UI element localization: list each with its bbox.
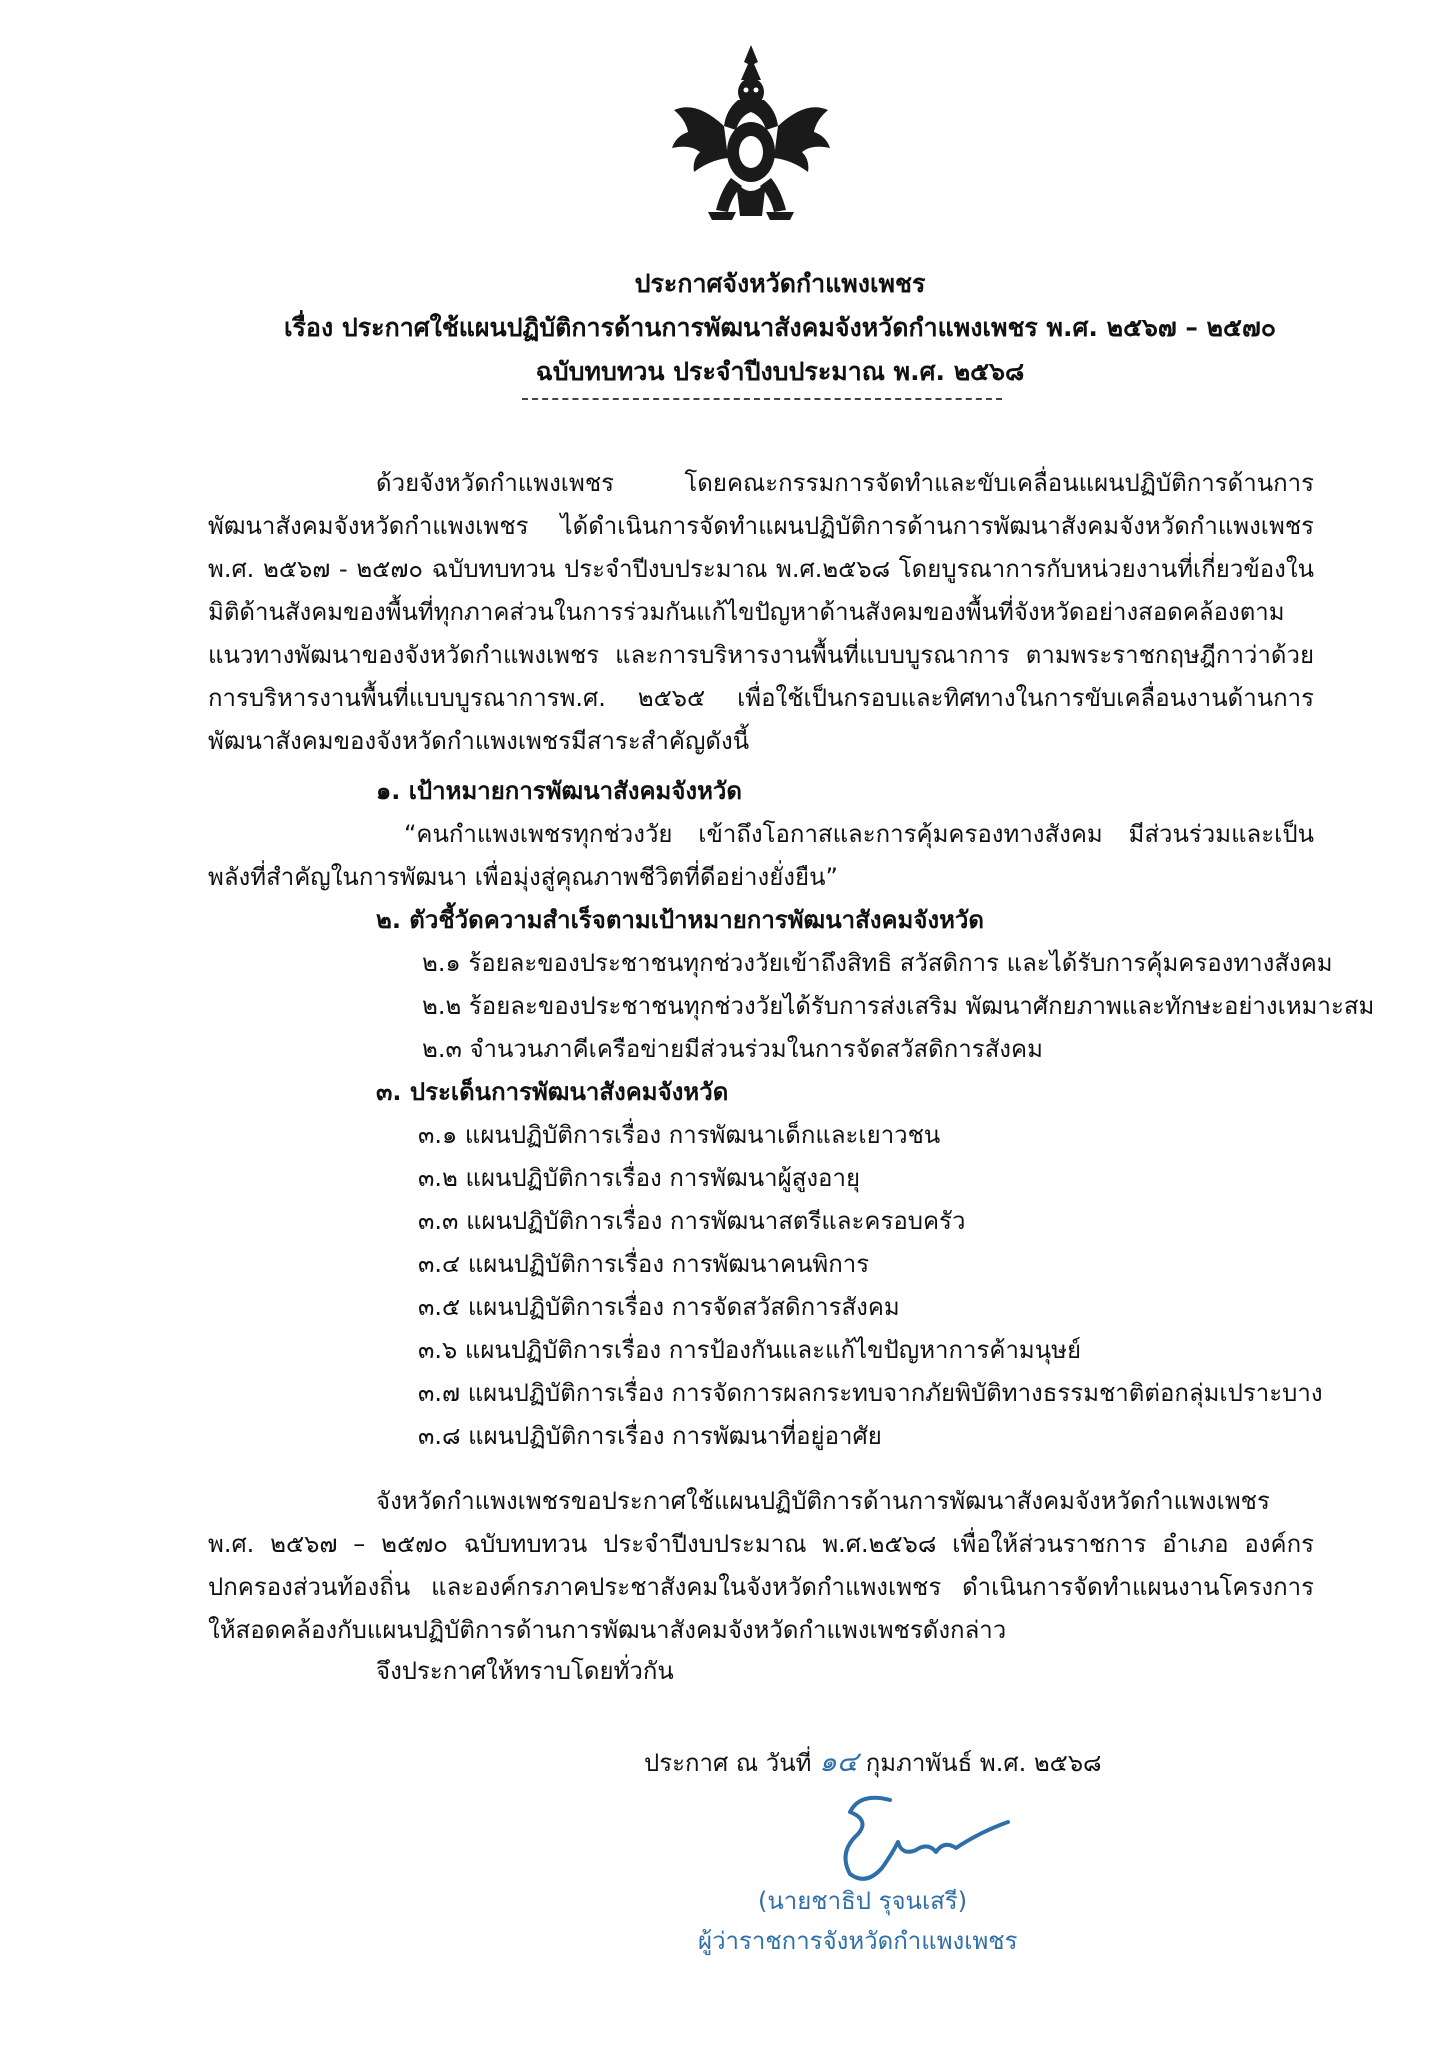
signer-position: ผู้ว่าราชการจังหวัดกำแพงเพชร	[698, 1927, 1018, 1955]
header-divider	[522, 398, 1002, 400]
plan-item: ๓.๖ แผนปฏิบัติการเรื่อง การป้องกันและแก้ไขปัญหาการค้ามนุษย์	[418, 1336, 1082, 1364]
plan-item: ๓.๔ แผนปฏิบัติการเรื่อง การพัฒนาคนพิการ	[418, 1250, 870, 1278]
section1-heading: ๑. เป้าหมายการพัฒนาสังคมจังหวัด	[376, 777, 742, 805]
announcement-title: ประกาศจังหวัดกำแพงเพชร	[634, 269, 926, 298]
plan-item: ๓.๘ แผนปฏิบัติการเรื่อง การพัฒนาที่อยู่อาศัย	[418, 1422, 882, 1450]
plan-item: ๓.๕ แผนปฏิบัติการเรื่อง การจัดสวัสดิการสังคม	[418, 1293, 900, 1321]
announcement-date	[644, 1740, 1102, 1785]
indicator-item: ๒.๒ ร้อยละของประชาชนทุกช่วงวัยได้รับการส่งเสริม พัฒนาศักยภาพและทักษะอย่างเหมาะสม	[422, 992, 1375, 1020]
plan-item: ๓.๒ แผนปฏิบัติการเรื่อง การพัฒนาผู้สูงอายุ	[418, 1164, 861, 1192]
plan-item: ๓.๓ แผนปฏิบัติการเรื่อง การพัฒนาสตรีและครอบครัว	[418, 1207, 966, 1235]
indicator-item: ๒.๓ จำนวนภาคีเครือข่ายมีส่วนร่วมในการจัดสวัสดิการสังคม	[422, 1035, 1043, 1063]
section3-heading: ๓. ประเด็นการพัฒนาสังคมจังหวัด	[376, 1078, 729, 1106]
handwritten-signature	[820, 1782, 1020, 1892]
date-suffix: กุมภาพันธ์ พ.ศ. ๒๕๖๘	[865, 1749, 1102, 1777]
signer-name: (นายชาธิป รุจนเสรี)	[758, 1887, 968, 1915]
indicator-item: ๒.๑ ร้อยละของประชาชนทุกช่วงวัยเข้าถึงสิทธิ สวัสดิการ และได้รับการคุ้มครองทางสังคม	[422, 949, 1333, 977]
intro-paragraph: ด้วยจังหวัดกำแพงเพชร โดยคณะกรรมการจัดทำและขับเคลื่อนแผนปฏิบัติการด้านการพัฒนาสังคมจังหวัดกำแพงเพชร ได้ดำเนินการจัดทำแผนปฏิบัติการด้านการพัฒนาสังคมจังหวัดกำแพงเพชร พ.ศ. ๒๕๖๗ - ๒๕๗๐ ฉบับทบทวน ประจำปีงบประมาณ พ.ศ.๒๕๖๘ โดยบูรณาการกับหน่วยงานที่เกี่ยวข้องในมิติด้านสังคมของพื้นที่ทุกภาคส่วนในการร่วมกันแก้ไขปัญหาด้านสังคมของพื้นที่จังหวัดอย่างสอดคล้องตามแนวทางพัฒนาของจังหวัดกำแพงเพชร และการบริหารงานพื้นที่แบบบูรณาการ ตามพระราชกฤษฎีกาว่าด้วยการบริหารงานพื้นที่แบบบูรณาการพ.ศ. ๒๕๖๕ เพื่อใช้เป็นกรอบและทิศทางในการขับเคลื่อนงานด้านการพัฒนาสังคมของจังหวัดกำแพงเพชรมีสาระสำคัญดังนี้	[208, 469, 1314, 755]
section2-heading: ๒. ตัวชี้วัดความสำเร็จตามเป้าหมายการพัฒนาสังคมจังหวัด	[376, 906, 984, 934]
closing-paragraph: จังหวัดกำแพงเพชรขอประกาศใช้แผนปฏิบัติการด้านการพัฒนาสังคมจังหวัดกำแพงเพชร พ.ศ. ๒๕๖๗ – ๒๕๗๐ ฉบับทบทวน ประจำปีงบประมาณ พ.ศ.๒๕๖๘ เพื่อให้ส่วนราชการ อำเภอ องค์กรปกครองส่วนท้องถิ่น และองค์กรภาคประชาสังคมในจังหวัดกำแพงเพชร ดำเนินการจัดทำแผนงานโครงการให้สอดคล้องกับแผนปฏิบัติการด้านการพัฒนาสังคมจังหวัดกำแพงเพชรดังกล่าว	[208, 1487, 1314, 1644]
announcement-edition: ฉบับทบทวน ประจำปีงบประมาณ พ.ศ. ๒๕๖๘	[535, 357, 1025, 386]
plan-item: ๓.๑ แผนปฏิบัติการเรื่อง การพัฒนาเด็กและเยาวชน	[418, 1121, 941, 1149]
announcement-subject: เรื่อง ประกาศใช้แผนปฏิบัติการด้านการพัฒนาสังคมจังหวัดกำแพงเพชร พ.ศ. ๒๕๖๗ – ๒๕๗๐	[283, 313, 1277, 342]
date-prefix: ประกาศ ณ วันที่	[644, 1749, 812, 1777]
garuda-emblem-icon	[666, 40, 836, 240]
section1-goal: “คนกำแพงเพชรทุกช่วงวัย เข้าถึงโอกาสและการคุ้มครองทางสังคม มีส่วนร่วมและเป็นพลังที่สำคัญในการพัฒนา เพื่อมุ่งสู่คุณภาพชีวิตที่ดีอย่างยั่งยืน”	[208, 820, 1314, 891]
announce-line: จึงประกาศให้ทราบโดยทั่วกัน	[376, 1657, 674, 1685]
date-day: ๑๔	[819, 1745, 859, 1778]
plan-item: ๓.๗ แผนปฏิบัติการเรื่อง การจัดการผลกระทบจากภัยพิบัติทางธรรมชาติต่อกลุ่มเปราะบาง	[418, 1379, 1323, 1407]
